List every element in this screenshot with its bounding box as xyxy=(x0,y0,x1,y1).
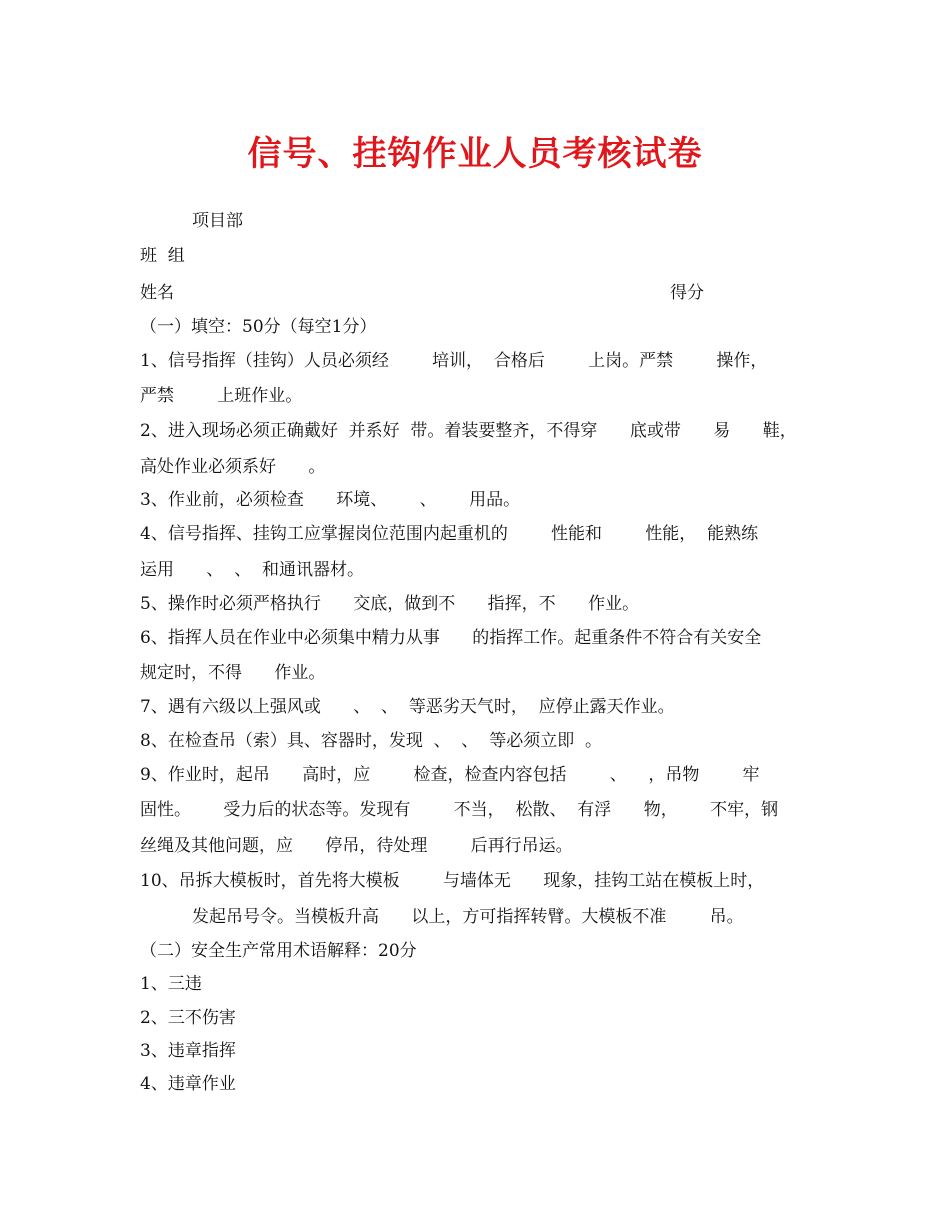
term-item: 3、违章指挥 xyxy=(140,1041,236,1061)
question-line: 10、吊拆大模板时，首先将大模板 与墙体无 现象，挂钩工站在模板上时， xyxy=(140,871,765,891)
term-item: 2、三不伤害 xyxy=(140,1008,236,1028)
question-line: 发起吊号令。当模板升高 以上，方可指挥转臂。大模板不准 吊。 xyxy=(192,907,744,927)
question-line: 9、作业时，起吊 高时，应 检查，检查内容包括 、 ，吊物 牢 xyxy=(140,765,760,785)
question-line: 丝绳及其他问题，应 停吊，待处理 后再行吊运。 xyxy=(140,836,573,856)
question-line: 高处作业必须系好 。 xyxy=(140,457,326,477)
question-line: 5、操作时必须严格执行 交底，做到不 指挥，不 作业。 xyxy=(140,594,640,614)
question-line: 4、信号指挥、挂钩工应掌握岗位范围内起重机的 性能和 性能， 能熟练 xyxy=(140,524,759,544)
score-field-label: 得分 xyxy=(670,283,704,303)
team-field-label: 班 组 xyxy=(140,246,185,266)
term-item: 4、违章作业 xyxy=(140,1074,236,1094)
project-field-label: 项目部 xyxy=(192,211,243,231)
question-line: 固性。 受力后的状态等。发现有 不当， 松散、 有浮 物， 不牢，钢 xyxy=(140,800,779,820)
exam-title: 信号、挂钩作业人员考核试卷 xyxy=(247,134,703,174)
question-line: 7、遇有六级以上强风或 、 、 等恶劣天气时， 应停止露天作业。 xyxy=(140,697,675,717)
question-line: 2、进入现场必须正确戴好 并系好 带。着装要整齐，不得穿 底或带 易 鞋， xyxy=(140,421,797,441)
question-line: 运用 、 、 和通讯器材。 xyxy=(140,560,365,580)
name-field-label: 姓名 xyxy=(140,283,174,303)
section1-heading: （一）填空：50分（每空1分） xyxy=(140,317,377,337)
question-line: 6、指挥人员在作业中必须集中精力从事 的指挥工作。起重条件不符合有关安全 xyxy=(140,628,762,648)
question-line: 1、信号指挥（挂钩）人员必须经 培训， 合格后 上岗。严禁 操作， xyxy=(140,351,768,371)
section2-heading: （二）安全生产常用术语解释：20分 xyxy=(140,941,417,961)
question-line: 8、在检查吊（索）具、容器时，发现 、 、 等必须立即 。 xyxy=(140,731,603,751)
term-item: 1、三违 xyxy=(140,974,202,994)
question-line: 规定时，不得 作业。 xyxy=(140,663,326,683)
question-line: 3、作业前，必须检查 环境、 、 用品。 xyxy=(140,490,521,510)
question-line: 严禁 上班作业。 xyxy=(140,386,303,406)
